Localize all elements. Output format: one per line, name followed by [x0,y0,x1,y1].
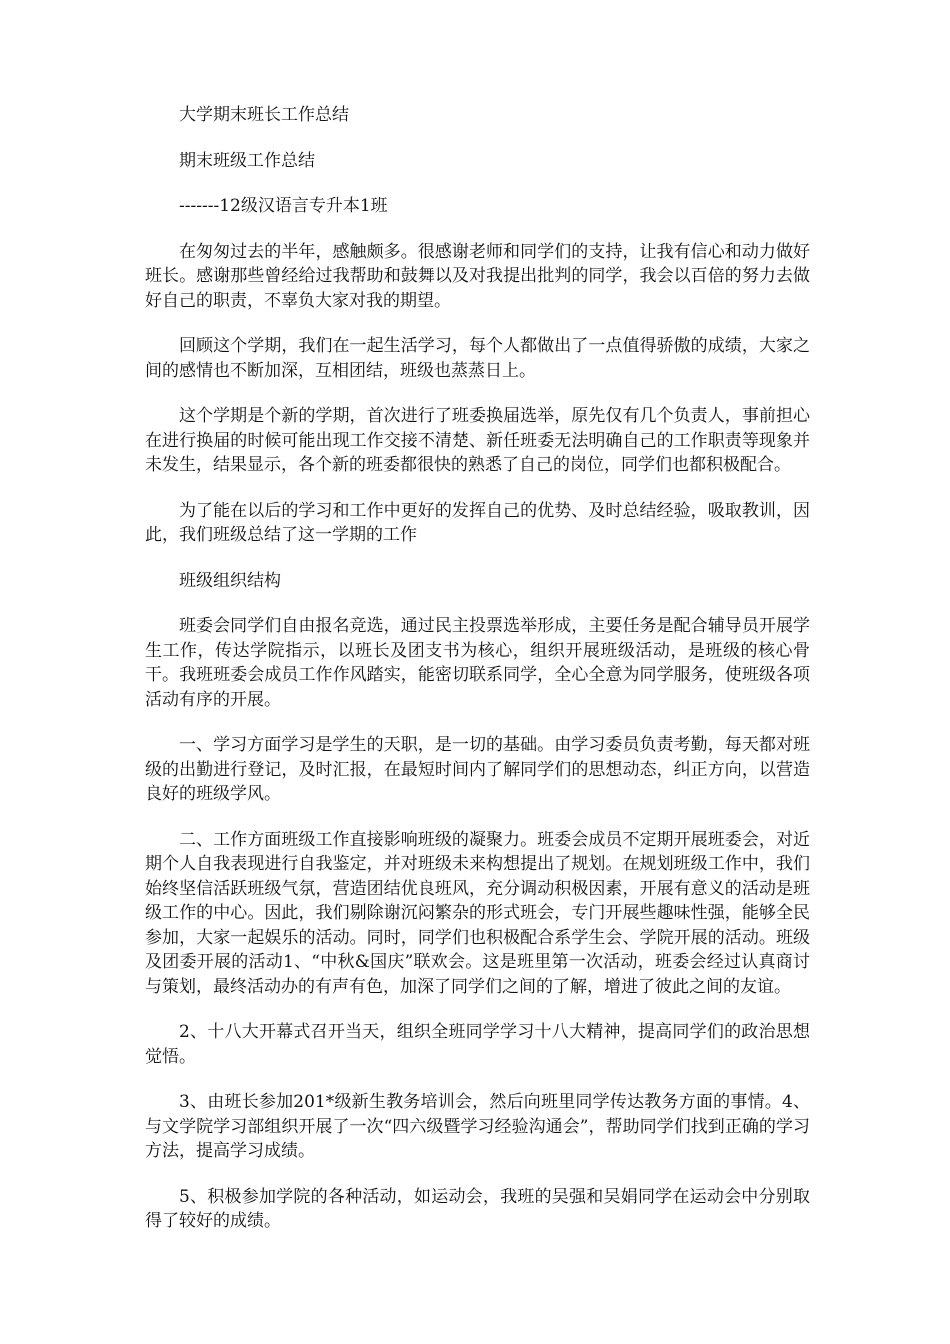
paragraph-purpose: 为了能在以后的学习和工作中更好的发挥自己的优势、及时总结经验，吸取教训，因此，我们班级总结了这一学期的工作 [145,500,810,545]
document-title: 大学期末班长工作总结 [179,105,349,125]
document-subtitle: 期末班级工作总结 [179,150,315,171]
paragraph-committee: 班委会同学们自由报名竞选，通过民主投票选举形成，主要任务是配合辅导员开展学生工作，传达学院指示，以班长及团支书为核心，组织开展班级活动，是班级的核心骨干。我班班委会成员工作作风踏实，能密切联系同学，全心全意为同学服务，使班级各项活动有序的开展。 [145,616,810,710]
section-heading: 班级组织结构 [179,570,281,591]
paragraph-election: 这个学期是个新的学期，首次进行了班委换届选举，原先仅有几个负责人，事前担心在进行换届的时候可能出现工作交接不清楚、新任班委无法明确自己的工作职责等现象并未发生，结果显示，各个新的班委都很快的熟悉了自己的岗位，同学们也都积极配合。 [145,406,810,475]
paragraph-intro: 在匆匆过去的半年，感触颇多。很感谢老师和同学们的支持，让我有信心和动力做好班长。感谢那些曾经给过我帮助和鼓舞以及对我提出批判的同学，我会以百倍的努力去做好自己的职责，不辜负大家对我的期望。 [145,241,810,311]
paragraph-item-2: 2、十八大开幕式召开当天，组织全班同学学习十八大精神，提高同学们的政治思想觉悟。 [145,1022,810,1067]
document-body [145,103,810,1255]
paragraph-work: 二、工作方面班级工作直接影响班级的凝聚力。班委会成员不定期开展班委会，对近期个人自我表现进行自我鉴定，并对班级未来构想提出了规划。在规划班级工作中，我们始终坚信活跃班级气氛，营造团结优良班风，充分调动积极因素，开展有意义的活动是班级工作的中心。因此，我们剔除谢沉闷繁杂的形式班会，专门开展些趣味性强，能够全民参加，大家一起娱乐的活动。同时，同学们也积极配合系学生会、学院开展的活动。班级及团委开展的活动1、“中秋&国庆”联欢会。这是班里第一次活动，班委会经过认真商讨与策划，最终活动办的有声有色，加深了同学们之间的了解，增进了彼此之间的友谊。 [145,829,810,997]
paragraph-review: 回顾这个学期，我们在一起生活学习，每个人都做出了一点值得骄傲的成绩，大家之间的感情也不断加深，互相团结，班级也蒸蒸日上。 [145,336,810,381]
paragraph-item-5: 5、积极参加学院的各种活动，如运动会，我班的吴强和吴娟同学在运动会中分别取得了较好的成绩。 [145,1186,810,1231]
paragraph-study: 一、学习方面学习是学生的天职，是一切的基础。由学习委员负责考勤，每天都对班级的出勤进行登记，及时汇报，在最短时间内了解同学们的思想动态，纠正方向，以营造良好的班级学风。 [145,735,810,804]
paragraph-item-3-4: 3、由班长参加201*级新生教务培训会，然后向班里同学传达教务方面的事情。4、与文学院学习部组织开展了一次“四六级暨学习经验沟通会”，帮助同学们找到正确的学习方法，提高学习成绩。 [145,1092,810,1161]
class-line: -------12级汉语言专升本1班 [179,196,388,216]
